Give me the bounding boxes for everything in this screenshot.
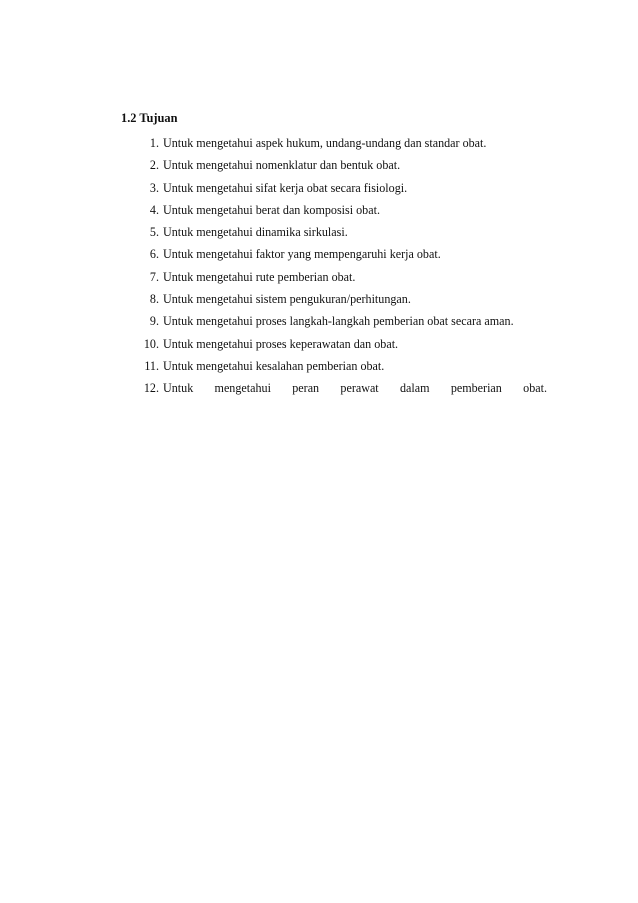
list-item-text: Untuk mengetahui proses langkah-langkah pemberian obat secara aman. <box>163 314 514 329</box>
list-item-number: 11. <box>144 358 159 373</box>
list-item-number: 5. <box>149 225 159 240</box>
list-item <box>142 246 552 268</box>
list-item-text: Untuk mengetahui dinamika sirkulasi. <box>163 225 348 240</box>
list-item-number: 2. <box>149 158 159 173</box>
list-item-text: Untuk mengetahui sifat kerja obat secara fisiologi. <box>163 180 408 195</box>
list-item <box>142 380 552 402</box>
list-item-text: Untuk mengetahui sistem pengukuran/perhitungan. <box>163 292 411 307</box>
list-item-number: 10. <box>143 336 159 351</box>
section-heading: 1.2 Tujuan <box>121 111 178 125</box>
list-item-text: Untuk mengetahui peran perawat dalam pemberian obat. <box>163 381 547 396</box>
list-item-number: 8. <box>149 292 159 307</box>
list-item-number: 3. <box>149 180 159 195</box>
list-item <box>142 336 552 358</box>
list-item-text: Untuk mengetahui nomenklatur dan bentuk obat. <box>163 158 401 173</box>
list-item-text: Untuk mengetahui kesalahan pemberian obat. <box>163 358 385 373</box>
list-item-text: Untuk mengetahui proses keperawatan dan obat. <box>163 336 399 351</box>
list-item <box>142 291 552 313</box>
list-item-number: 6. <box>149 247 159 262</box>
list-item-text: Untuk mengetahui rute pemberian obat. <box>163 269 356 284</box>
list-item <box>142 313 552 335</box>
list-item-number: 7. <box>149 269 159 284</box>
list-item <box>142 224 552 246</box>
list-item <box>142 202 552 224</box>
list-item <box>142 180 552 202</box>
list-item <box>142 358 552 380</box>
objectives-list <box>142 135 552 403</box>
list-item-number: 9. <box>149 314 159 329</box>
list-item-number: 12. <box>143 381 159 396</box>
list-item-number: 4. <box>149 202 159 217</box>
list-item-number: 1. <box>149 136 159 150</box>
list-item-text: Untuk mengetahui faktor yang mempengaruhi kerja obat. <box>163 247 441 262</box>
section-tujuan <box>121 110 551 396</box>
list-item <box>142 269 552 291</box>
list-item <box>142 135 552 157</box>
list-item-text: Untuk mengetahui berat dan komposisi obat. <box>163 202 380 217</box>
list-item-text: Untuk mengetahui aspek hukum, undang-undang dan standar obat. <box>163 136 487 150</box>
list-item <box>142 157 552 179</box>
